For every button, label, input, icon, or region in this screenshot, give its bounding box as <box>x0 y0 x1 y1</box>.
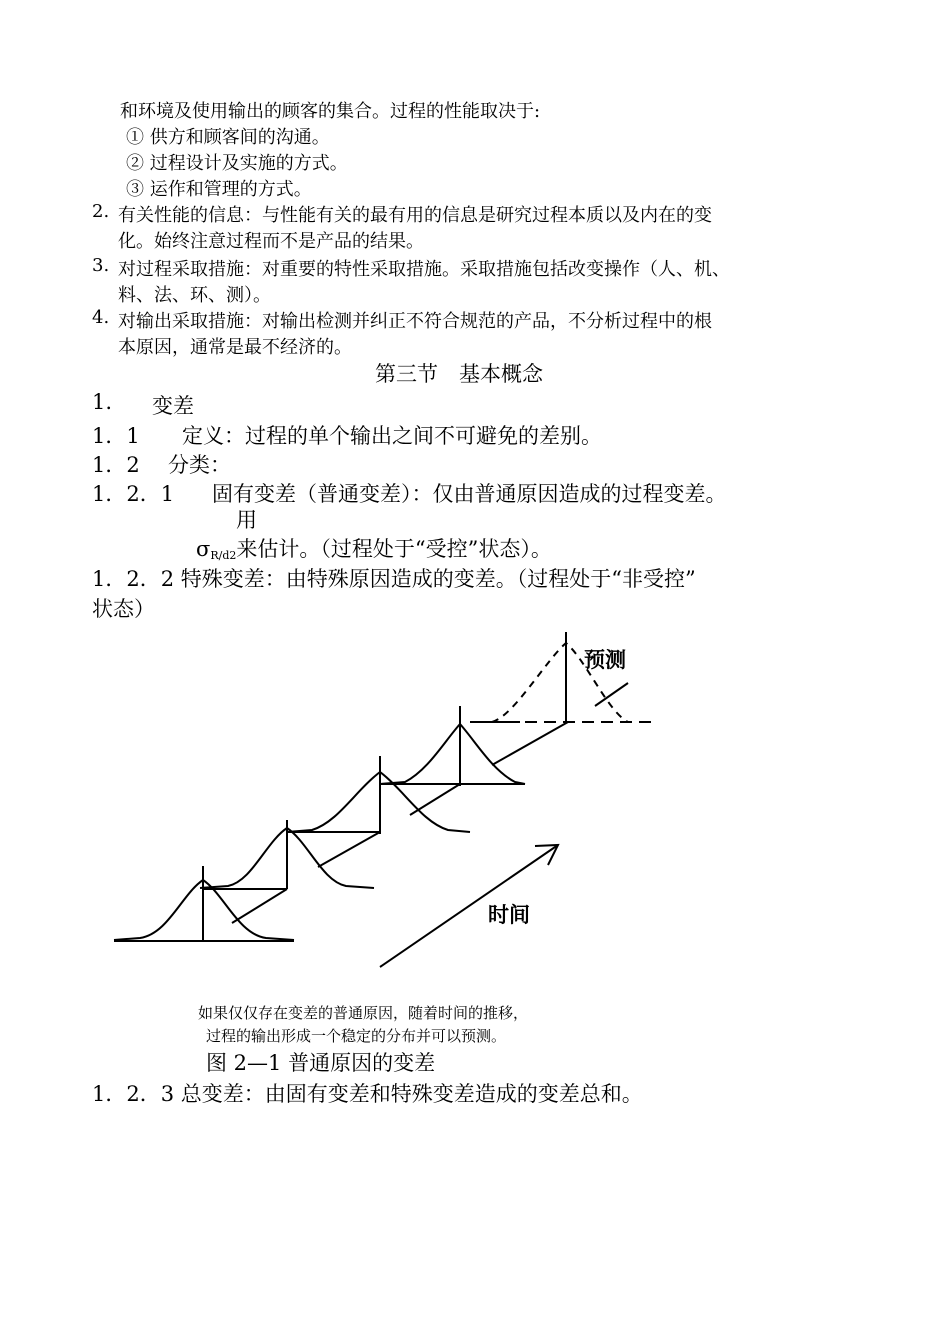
distribution-curve-4 <box>380 724 525 784</box>
list-item-2-line-2: 化。始终注意过程而不是产品的结果。 <box>118 231 424 252</box>
sigma-symbol: σ <box>196 537 211 561</box>
definition-text: 定义：过程的单个输出之间不可避免的差别。 <box>182 424 602 448</box>
classification-text: 分类： <box>168 453 231 477</box>
intro-item-2: ② 过程设计及实施的方式。 <box>126 153 348 174</box>
intro-item-3: ③ 运作和管理的方式。 <box>126 179 312 200</box>
heading-variation: 变差 <box>152 394 194 418</box>
connector-4 <box>492 722 568 765</box>
figure-title: 图 2—1 普通原因的变差 <box>206 1051 436 1075</box>
total-variation: 1．2．3 总变差：由固有变差和特殊变差造成的变差总和。 <box>92 1082 643 1106</box>
inherent-text: 固有变差（普通变差）：仅由普通原因造成的过程变差。 <box>212 482 727 506</box>
list-item-2-number: 2. <box>92 201 110 222</box>
list-item-4-line-2: 本原因，通常是最不经济的。 <box>118 337 352 358</box>
inherent-number: 1．2．1 <box>92 482 175 506</box>
heading-number: 1. <box>92 390 113 414</box>
section-title: 第三节 基本概念 <box>375 362 543 386</box>
intro-item-1: ① 供方和顾客间的沟通。 <box>126 127 330 148</box>
predict-pointer <box>595 683 628 706</box>
connector-1b <box>232 889 287 923</box>
time-label: 时间 <box>488 903 530 927</box>
special-line-1: 1．2．2 特殊变差：由特殊原因造成的变差。（过程处于“非受控” <box>92 567 696 591</box>
special-line-2: 状态） <box>92 597 155 621</box>
list-item-3-number: 3. <box>92 255 110 276</box>
definition-number: 1．1 <box>92 424 140 448</box>
list-item-4-line-1: 对输出采取措施：对输出检测并纠正不符合规范的产品，不分析过程中的根 <box>118 311 712 332</box>
list-item-3-line-2: 料、法、环、测）。 <box>118 285 271 306</box>
predict-label: 预测 <box>584 648 626 672</box>
time-arrow-line <box>380 845 558 967</box>
distribution-curve-3 <box>287 772 470 832</box>
connector-3 <box>410 784 460 815</box>
classification-number: 1．2 <box>92 453 140 477</box>
sigma-subscript: R/d2 <box>210 549 237 562</box>
figure-caption-line-1: 如果仅仅存在变差的普通原因，随着时间的推移， <box>198 1004 529 1022</box>
connector-2 <box>318 832 380 867</box>
list-item-2-line-1: 有关性能的信息：与性能有关的最有用的信息是研究过程本质以及内在的变 <box>118 205 712 226</box>
list-item-3-line-1: 对过程采取措施：对重要的特性采取措施。采取措施包括改变操作（人、机、 <box>118 259 730 280</box>
inherent-use: 用 <box>236 508 257 532</box>
list-item-4-number: 4. <box>92 307 110 328</box>
sigma-rest: 来估计。（过程处于“受控”状态）。 <box>236 537 552 561</box>
intro-line: 和环境及使用输出的顾客的集合。过程的性能取决于: <box>120 101 541 122</box>
figure-caption-line-2: 过程的输出形成一个稳定的分布并可以预测。 <box>206 1027 507 1045</box>
